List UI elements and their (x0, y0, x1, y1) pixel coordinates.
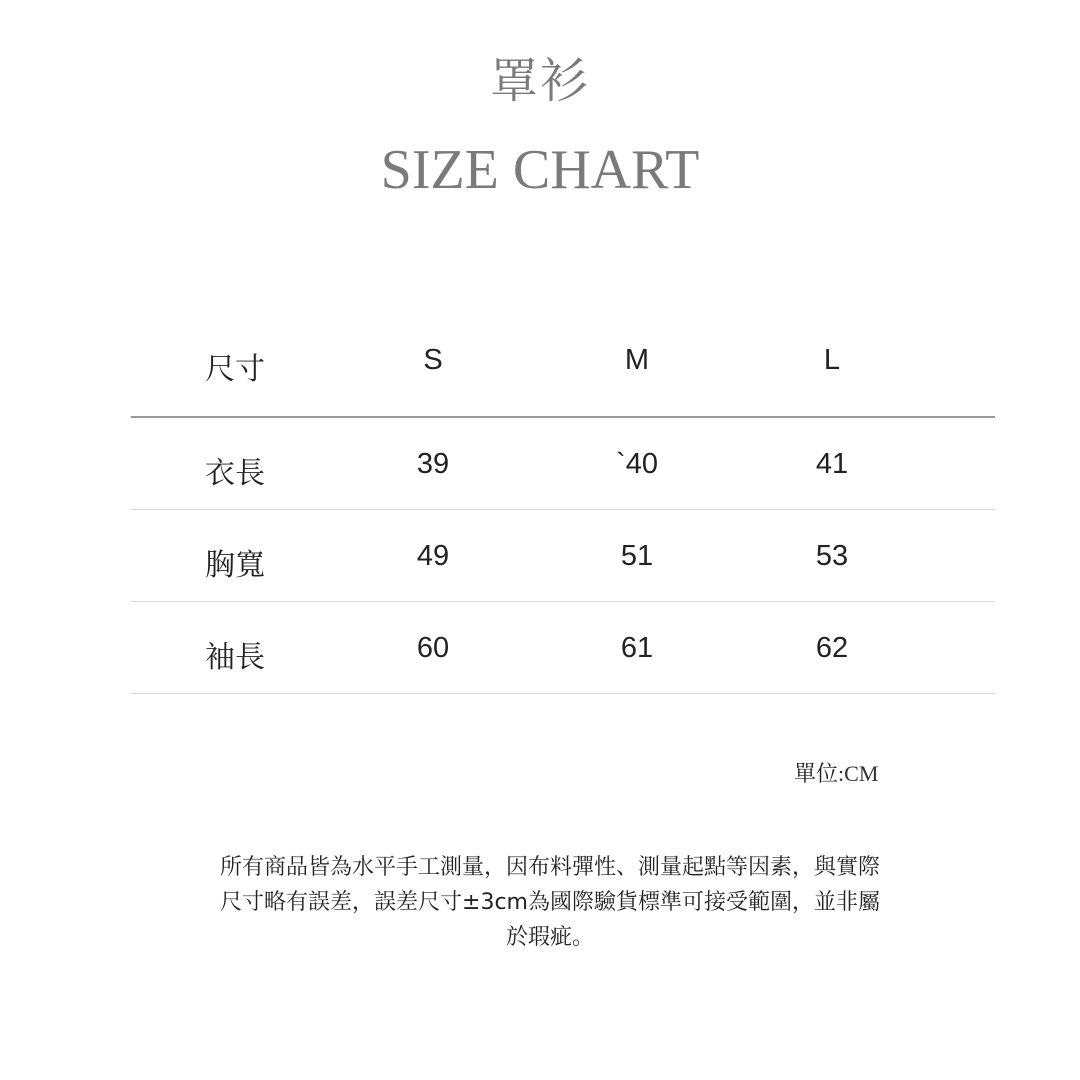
disclaimer-line-2: 尺寸略有誤差，誤差尺寸±3cm為國際驗貨標準可接受範圍，並非屬 (220, 890, 880, 915)
disclaimer-line-3: 於瑕疵。 (505, 925, 594, 950)
size-table (131, 320, 995, 694)
header-label: 尺寸 (205, 352, 265, 387)
cell-length-m-text: `40 (616, 448, 658, 480)
table-row-chest (131, 510, 995, 602)
cell-sleeve-l-text: 62 (815, 632, 849, 664)
cell-sleeve-m-text: 61 (620, 632, 654, 664)
cell-chest-s-text: 49 (416, 540, 450, 572)
unit-note (794, 757, 878, 788)
page-title-chinese: 罩衫 (489, 53, 590, 109)
disclaimer-line-1: 所有商品皆為水平手工測量，因布料彈性、測量起點等因素，與實際 (219, 855, 880, 880)
cell-sleeve-s-text: 60 (416, 632, 450, 664)
header-size-l-text: L (823, 344, 841, 376)
header-size-m-text: M (624, 344, 650, 376)
page-title-english: SIZE CHART (380, 139, 700, 201)
row-label-length: 衣長 (205, 456, 265, 491)
table-header-row (131, 320, 995, 418)
unit-label: 單位 (794, 762, 839, 787)
header-size-s-text: S (423, 344, 443, 376)
cell-chest-m-text: 51 (620, 540, 654, 572)
unit-value: CM (844, 761, 879, 786)
table-row-sleeve (131, 602, 995, 694)
cell-length-l-text: 41 (815, 448, 849, 480)
row-label-sleeve: 袖長 (205, 640, 265, 675)
measurement-disclaimer (180, 850, 920, 955)
unit-separator: : (838, 761, 845, 786)
row-label-chest: 胸寬 (205, 548, 265, 583)
table-row-length (131, 418, 995, 510)
cell-chest-l-text: 53 (815, 540, 849, 572)
cell-length-s-text: 39 (416, 448, 450, 480)
